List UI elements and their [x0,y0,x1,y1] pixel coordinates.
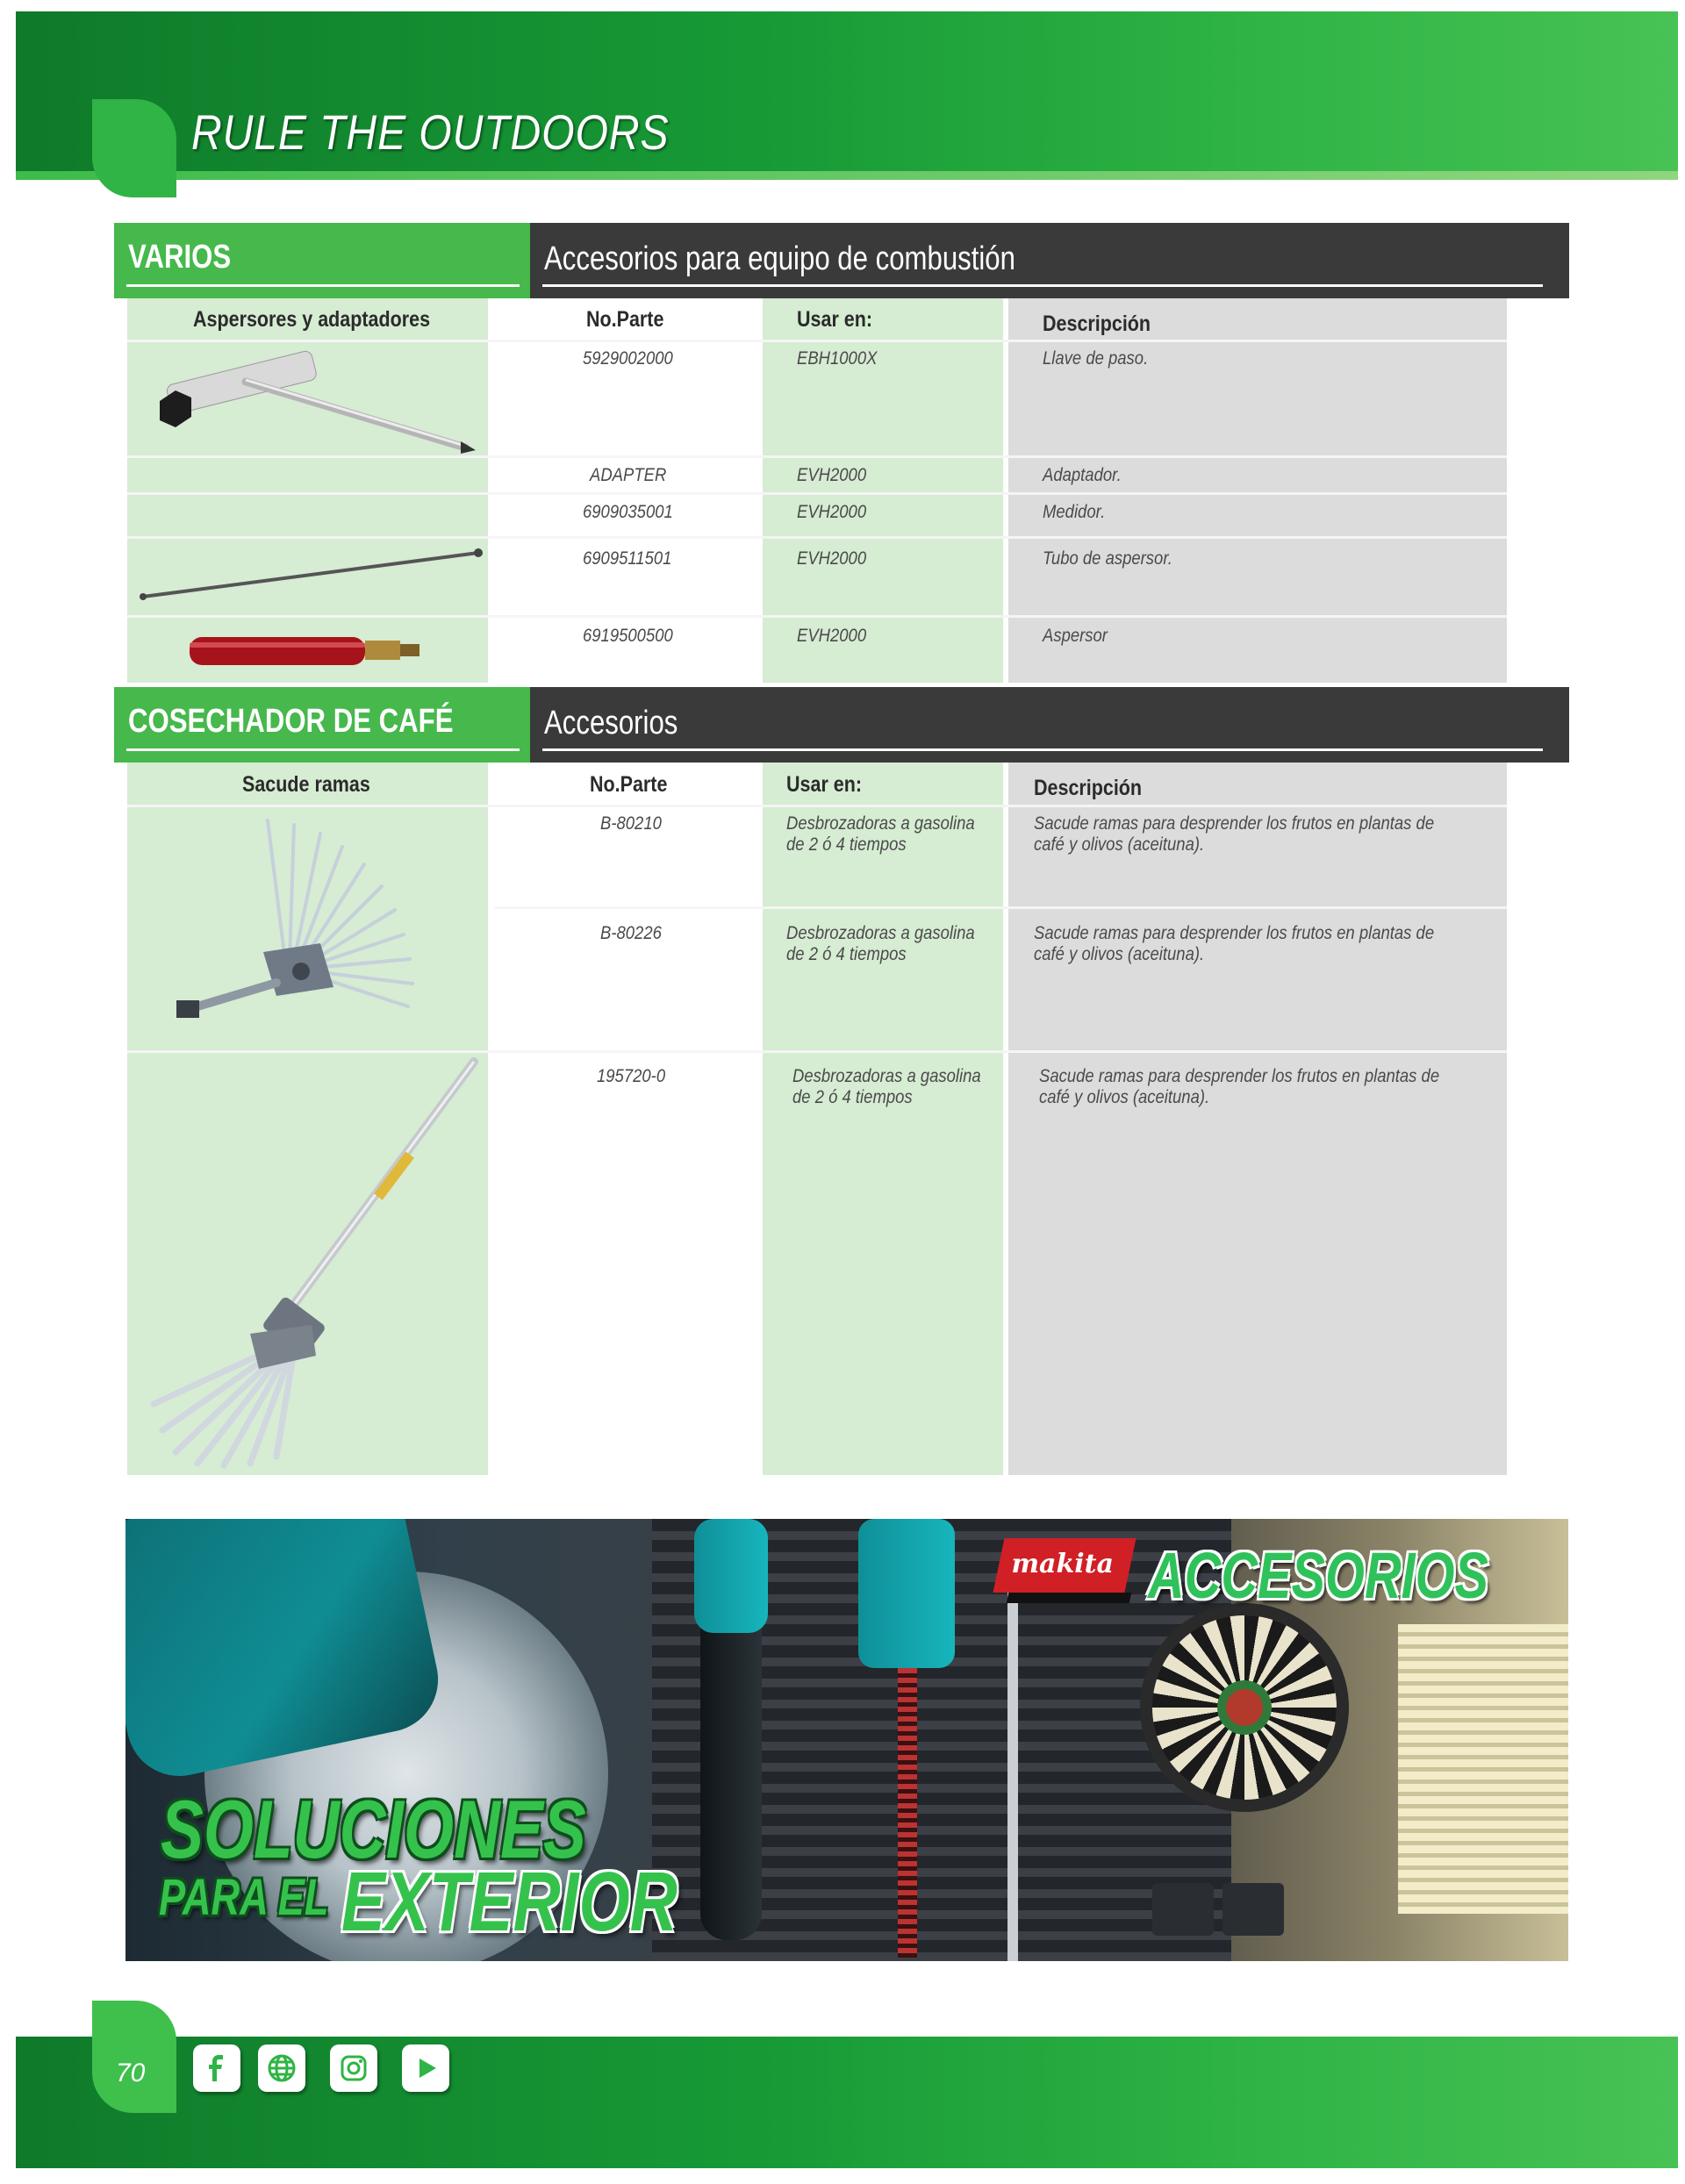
cell-desc: Aspersor [1043,626,1108,646]
blower-head [694,1519,768,1633]
column-desc [1008,763,1507,1475]
column-header-use: Usar en: [797,307,873,332]
spark-plug-wrench-image [149,347,483,456]
cell-part: 5929002000 [583,348,673,369]
cell-desc: Adaptador. [1043,465,1122,485]
battery [1152,1883,1214,1936]
cell-use: Desbrozadoras a gasolina de 2 ó 4 tiempos [786,923,975,964]
dartboard [1152,1615,1337,1800]
header-tab-decoration [92,99,176,197]
hedge-trimmer-tool [858,1519,955,1668]
footer-tab-decoration [92,2001,176,2113]
column-header-group: Sacude ramas [242,772,370,797]
cell-use: EVH2000 [797,548,867,569]
cell-desc: Tubo de aspersor. [1043,548,1172,569]
section-category [114,223,530,298]
pole-tool [1007,1554,1018,1961]
cell-part: 6909511501 [583,548,672,569]
instagram-icon[interactable] [330,2044,377,2092]
section-subtitle [530,687,1569,763]
cell-desc: Llave de paso. [1043,348,1149,369]
page-title: RULE THE OUTDOORS [191,104,670,160]
column-header-use: Usar en: [786,772,863,797]
column-header-desc: Descripción [1034,776,1143,800]
column-use [763,763,1003,1475]
branch-shaker-pole-image [136,1053,487,1470]
column-header-group: Aspersores y adaptadores [193,307,431,332]
cell-part: ADAPTER [590,465,667,485]
column-header-desc: Descripción [1043,311,1151,336]
section-bar-cosechador [114,687,1569,763]
cell-use: EVH2000 [797,626,867,646]
cell-use: EBH1000X [797,348,878,369]
hedge-trimmer-blade [898,1668,917,1958]
branch-shaker-head-image [171,812,434,1022]
cell-desc: Medidor. [1043,502,1106,522]
window-blinds [1398,1624,1568,1914]
banner-headline-1: SOLUCIONES [161,1783,586,1875]
section-category-label: COSECHADOR DE CAFÉ [128,703,454,740]
makita-logo-text: makita [1011,1549,1114,1579]
section-category-label: VARIOS [128,239,232,276]
banner-headline-3: EXTERIOR [341,1855,678,1949]
cell-part: B-80210 [600,813,662,834]
promo-banner [125,1519,1568,1961]
cell-part: 6919500500 [583,626,673,646]
cell-part: 195720-0 [597,1066,666,1086]
makita-logo [993,1538,1136,1593]
battery [1223,1883,1284,1936]
header-strip [16,171,1678,180]
cell-use: Desbrozadoras a gasolina de 2 ó 4 tiempos [786,813,975,855]
banner-title: ACCESORIOS [1148,1539,1489,1612]
column-header-part: No.Parte [586,307,664,332]
cell-desc: Sacude ramas para desprender los frutos en plantas de café y olivos (aceituna). [1034,923,1435,964]
facebook-icon[interactable] [193,2044,240,2092]
section-subtitle [530,223,1569,298]
section-category [114,687,530,763]
section-subtitle-label: Accesorios para equipo de combustión [544,240,1015,277]
sprayer-tube-image [136,544,487,605]
banner-headline-2: PARA EL [159,1869,329,1926]
cell-use: Desbrozadoras a gasolina de 2 ó 4 tiempos [792,1066,981,1107]
section-bar-varios [114,223,1569,298]
page-number: 70 [116,2059,146,2087]
cell-part: B-80226 [600,923,662,943]
globe-icon[interactable] [258,2044,305,2092]
cell-use: EVH2000 [797,465,867,485]
sprayer-nozzle-image [184,625,430,677]
column-header-part: No.Parte [590,772,668,797]
youtube-icon[interactable] [402,2044,449,2092]
cell-desc: Sacude ramas para desprender los frutos en plantas de café y olivos (aceituna). [1039,1066,1440,1107]
section-subtitle-label: Accesorios [544,705,678,741]
column-part [494,763,759,1475]
cell-desc: Sacude ramas para desprender los frutos en plantas de café y olivos (aceituna). [1034,813,1435,855]
cell-use: EVH2000 [797,502,867,522]
cell-part: 6909035001 [583,502,673,522]
